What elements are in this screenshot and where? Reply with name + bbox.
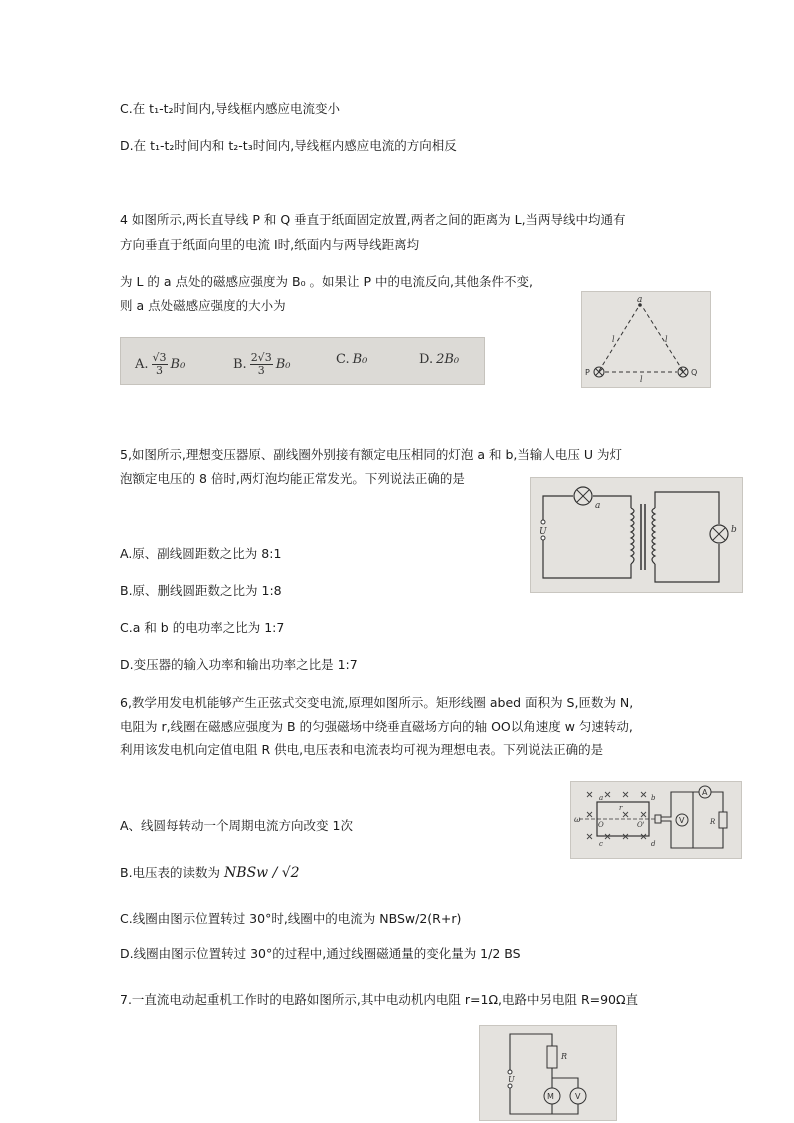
- choice-value: B₀: [352, 352, 368, 367]
- q4-choice-b: [233, 352, 290, 377]
- q5-option-c: C.a 和 b 的电功率之比为 1:7: [120, 620, 285, 635]
- label-o: O: [598, 821, 604, 829]
- q5-transformer-figure: [530, 477, 743, 593]
- q6-option-b-text: B.电压表的读数为: [120, 865, 225, 880]
- q4-choice-d: [419, 352, 459, 367]
- label-b: b: [651, 794, 656, 802]
- q6-stem-line3: 利用该发电机向定值电阻 R 供电,电压表和电流表均可视为理想电表。下列说法正确的是: [120, 742, 604, 757]
- choice-value: 2B₀: [436, 352, 460, 367]
- q4-stem-line1: 4 如图所示,两长直导线 P 和 Q 垂直于纸面固定放置,两者之间的距离为 L,当两导线中均通有: [120, 212, 626, 227]
- label-d: d: [651, 840, 656, 848]
- secondary-coil: [652, 508, 655, 564]
- q4-stem-line2: 方向垂直于纸面向里的电流 I时,纸面内与两导线距离均: [120, 237, 420, 252]
- label-q: Q: [691, 368, 698, 377]
- magnetic-field-icon: [587, 792, 646, 839]
- q4-choices: [120, 337, 485, 385]
- q6-option-b-formula: NBSw / √2: [224, 865, 300, 881]
- lamp-a-icon: [574, 487, 592, 505]
- q3-option-d: D.在 t₁-t₂时间内和 t₂-t₃时间内,导线框内感应电流的方向相反: [120, 138, 457, 153]
- q6-option-c: C.线圈由图示位置转过 30°时,线圈中的电流为 NBSw/2(R+r): [120, 911, 462, 926]
- numerator: √3: [152, 351, 167, 364]
- resistor-r-icon: [547, 1046, 557, 1068]
- lamp-b-icon: [710, 525, 728, 543]
- q5-stem-line1: 5,如图所示,理想变压器原、副线圈外别接有额定电压相同的灯泡 a 和 b,当输人电压 U 为灯: [120, 447, 622, 462]
- q6-option-d: D.线圈由图示位置转过 30°的过程中,通过线圈磁通量的变化量为 1/2 BS: [120, 946, 521, 961]
- svg-text:M: M: [547, 1092, 554, 1101]
- voltmeter-icon: [676, 814, 688, 826]
- q4-stem-line4: 则 a 点处磁感应强度的大小为: [120, 298, 286, 313]
- q5-option-b: B.原、删线圆距数之比为 1:8: [120, 583, 282, 598]
- q6-stem-line1: 6,教学用发电机能够产生正弦式交变电流,原理如图所示。矩形线圈 abed 面积为 S,匝数为 N,: [120, 695, 634, 710]
- q5-stem-line2: 泡额定电压的 8 倍时,两灯泡均能正常发光。下列说法正确的是: [120, 471, 465, 486]
- label-lamp-b: b: [731, 525, 737, 535]
- label-a: a: [637, 295, 643, 305]
- label-c: c: [599, 840, 603, 848]
- motor-icon: [544, 1088, 560, 1104]
- label-p: P: [585, 368, 590, 377]
- q6-generator-figure: [570, 781, 742, 859]
- q6-stem-line2: 电阻为 r,线圈在磁感应强度为 B 的匀强磁场中绕垂直磁场方向的轴 OO以角速度 w 匀速转动,: [120, 719, 633, 734]
- label-r-coil: r: [619, 804, 623, 812]
- choice-value: B₀: [275, 357, 291, 372]
- denominator: 3: [257, 364, 265, 377]
- q4-stem-line3: 为 L 的 a 点处的磁感应强度为 B₀ 。如果让 P 中的电流反向,其他条件不变,: [120, 274, 533, 289]
- label-side-right: l: [665, 335, 668, 344]
- q4-choice-a: [135, 352, 185, 377]
- svg-text:A: A: [702, 788, 708, 797]
- label-side-left: l: [612, 335, 615, 344]
- q6-option-b: [120, 864, 300, 882]
- label-side-bottom: l: [640, 375, 643, 384]
- label-u: U: [539, 527, 547, 537]
- denominator: 3: [156, 364, 164, 377]
- wire-p-icon: [594, 367, 604, 377]
- choice-label: B.: [233, 357, 247, 372]
- choice-label: D.: [419, 352, 434, 367]
- ammeter-icon: [699, 786, 711, 798]
- label-o-prime: O': [637, 821, 645, 829]
- q4-triangle-figure: [581, 291, 711, 388]
- q4-choice-c: [336, 352, 367, 367]
- label-r-resistor: R: [710, 818, 716, 826]
- primary-coil: [631, 508, 634, 564]
- choice-label: A.: [135, 357, 149, 372]
- svg-text:V: V: [575, 1092, 581, 1101]
- svg-text:V: V: [679, 816, 685, 825]
- q7-motor-figure: [479, 1025, 617, 1121]
- label-omega: ω: [574, 815, 581, 824]
- choice-label: C.: [336, 352, 350, 367]
- q3-option-c: C.在 t₁-t₂时间内,导线框内感应电流变小: [120, 101, 340, 116]
- numerator: 2√3: [250, 351, 272, 364]
- label-a: a: [599, 794, 604, 802]
- voltmeter-icon: [570, 1088, 586, 1104]
- choice-value: B₀: [170, 357, 186, 372]
- label-u: U: [508, 1075, 515, 1084]
- q5-option-d: D.变压器的输入功率和输出功率之比是 1:7: [120, 657, 358, 672]
- resistor-r-icon: [719, 812, 727, 828]
- fraction: [250, 352, 273, 377]
- q6-option-a: A、线圆每转动一个周期电流方向改变 1次: [120, 818, 353, 833]
- fraction: [152, 352, 168, 377]
- wire-q-icon: [678, 367, 688, 377]
- label-r: R: [561, 1052, 568, 1061]
- q7-stem-line1: 7.一直流电动起重机工作时的电路如图所示,其中电动机内电阻 r=1Ω,电路中另电阻 R=90Ω直: [120, 992, 639, 1007]
- label-lamp-a: a: [595, 501, 601, 511]
- q5-option-a: A.原、副线圆距数之比为 8:1: [120, 546, 282, 561]
